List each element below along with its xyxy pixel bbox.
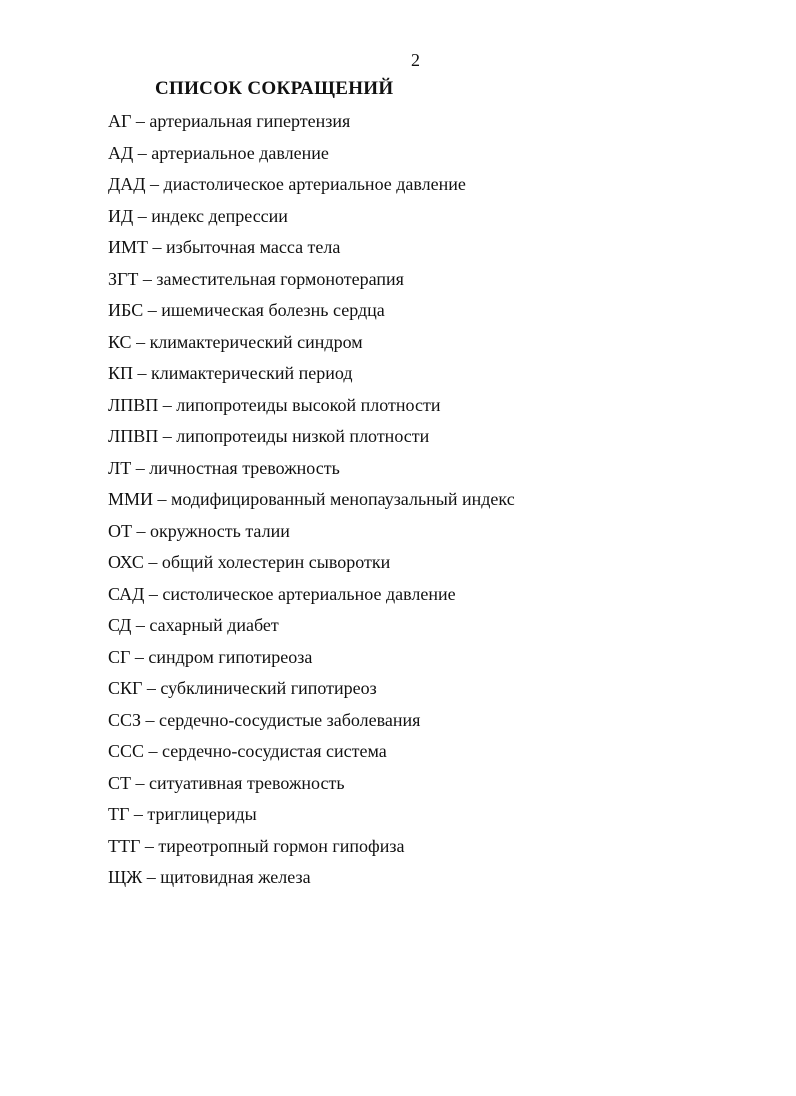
abbreviation-item: САД – систолическое артериальное давление	[108, 583, 456, 604]
abbreviation-item: ТТГ – тиреотропный гормон гипофиза	[108, 835, 405, 856]
abbreviation-item: ТГ – триглицериды	[108, 804, 257, 824]
abbreviation-item: ЩЖ – щитовидная железа	[108, 867, 311, 887]
abbreviation-item: ЛТ – личностная тревожность	[108, 457, 340, 478]
abbreviation-item: ЛПВП – липопротеиды высокой плотности	[108, 394, 441, 415]
abbreviation-list	[108, 110, 515, 898]
abbreviation-item: ССС – сердечно-сосудистая система	[108, 741, 387, 761]
abbreviation-item: СГ – синдром гипотиреоза	[108, 646, 313, 667]
abbreviation-item: ЛПВП – липопротеиды низкой плотности	[108, 426, 430, 446]
page-title: СПИСОК СОКРАЩЕНИЙ	[155, 78, 394, 99]
abbreviation-item: ССЗ – сердечно-сосудистые заболевания	[108, 709, 421, 730]
abbreviation-item: ЗГТ – заместительная гормонотерапия	[108, 268, 404, 289]
abbreviation-item: ММИ – модифицированный менопаузальный индекс	[108, 489, 515, 509]
abbreviation-item: АГ – артериальная гипертензия	[108, 111, 351, 131]
abbreviation-item: ИБС – ишемическая болезнь сердца	[108, 300, 385, 320]
abbreviation-item: СТ – ситуативная тревожность	[108, 772, 345, 793]
page-number: 2	[411, 50, 420, 70]
abbreviation-item: КС – климактерический синдром	[108, 331, 363, 352]
abbreviation-item: ИМТ – избыточная масса тела	[108, 237, 341, 257]
abbreviation-item: ОХС – общий холестерин сыворотки	[108, 552, 391, 572]
abbreviation-item: СКГ – субклинический гипотиреоз	[108, 678, 377, 698]
abbreviation-item: СД – сахарный диабет	[108, 615, 279, 635]
abbreviation-item: ДАД – диастолическое артериальное давление	[108, 174, 466, 194]
abbreviation-item: АД – артериальное давление	[108, 142, 329, 163]
abbreviation-item: ОТ – окружность талии	[108, 520, 290, 541]
abbreviation-item: ИД – индекс депрессии	[108, 205, 288, 226]
abbreviation-item: КП – климактерический период	[108, 363, 353, 383]
